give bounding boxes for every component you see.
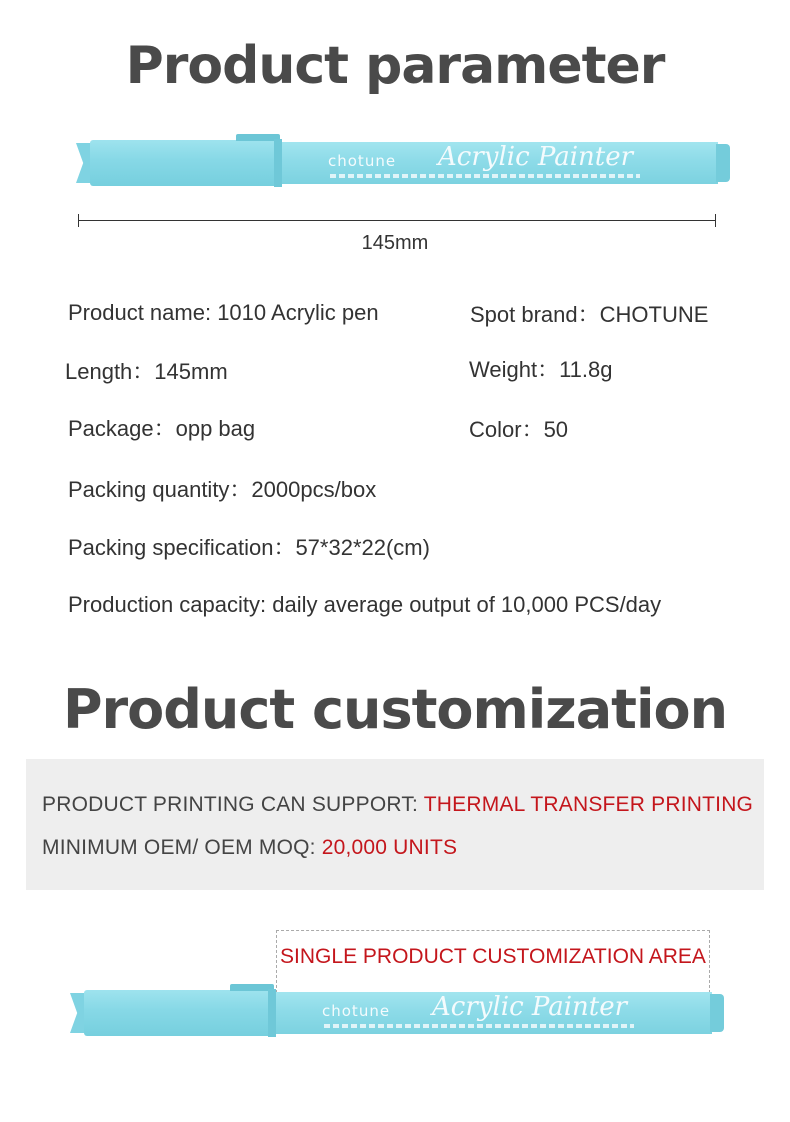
pen-cap bbox=[84, 990, 274, 1036]
param-color: Color：50 bbox=[469, 417, 569, 442]
printing-support-value: THERMAL TRANSFER PRINTING bbox=[423, 793, 754, 816]
dimension-line bbox=[78, 220, 716, 221]
param-packing-specification: Packing specification：57*32*22(cm) bbox=[68, 535, 430, 560]
dimension-label: 145mm bbox=[361, 232, 429, 254]
moq-label: MINIMUM OEM/ OEM MOQ: bbox=[42, 836, 322, 859]
pen-cap bbox=[90, 140, 280, 186]
param-length: Length：145mm bbox=[65, 359, 228, 384]
pen-image-top bbox=[76, 134, 736, 192]
pen-brand-text: chotune bbox=[328, 152, 397, 170]
printing-support-label: PRODUCT PRINTING CAN SUPPORT: bbox=[42, 793, 424, 816]
customization-area-label: SINGLE PRODUCT CUSTOMIZATION AREA bbox=[280, 945, 706, 968]
dimension-tick-right bbox=[715, 214, 716, 227]
pen-script-text: Acrylic Painter bbox=[432, 992, 628, 1022]
param-spot-brand: Spot brand：CHOTUNE bbox=[470, 302, 709, 327]
pen-end bbox=[710, 994, 724, 1032]
param-production-capacity: Production capacity: daily average output of 10,000 PCS/day bbox=[68, 592, 662, 617]
pen-fine-print bbox=[330, 174, 640, 178]
pen-brand-text: chotune bbox=[322, 1002, 391, 1020]
customization-info-box bbox=[26, 759, 764, 890]
section-title-parameter: Product parameter bbox=[125, 36, 665, 96]
param-package: Package：opp bag bbox=[68, 416, 256, 441]
pen-image-bottom bbox=[70, 984, 730, 1042]
section-title-customization: Product customization bbox=[62, 678, 728, 741]
pen-band bbox=[274, 139, 282, 187]
moq-value: 20,000 UNITS bbox=[321, 836, 458, 859]
param-product-name: Product name: 1010 Acrylic pen bbox=[68, 300, 379, 325]
moq-line bbox=[42, 836, 457, 860]
dimension-tick-left bbox=[78, 214, 79, 227]
pen-band bbox=[268, 989, 276, 1037]
pen-fine-print bbox=[324, 1024, 634, 1028]
pen-script-text: Acrylic Painter bbox=[438, 142, 634, 172]
pen-end bbox=[716, 144, 730, 182]
param-weight: Weight：11.8g bbox=[469, 357, 613, 382]
printing-support-line bbox=[42, 793, 753, 817]
param-packing-quantity: Packing quantity：2000pcs/box bbox=[68, 477, 377, 502]
